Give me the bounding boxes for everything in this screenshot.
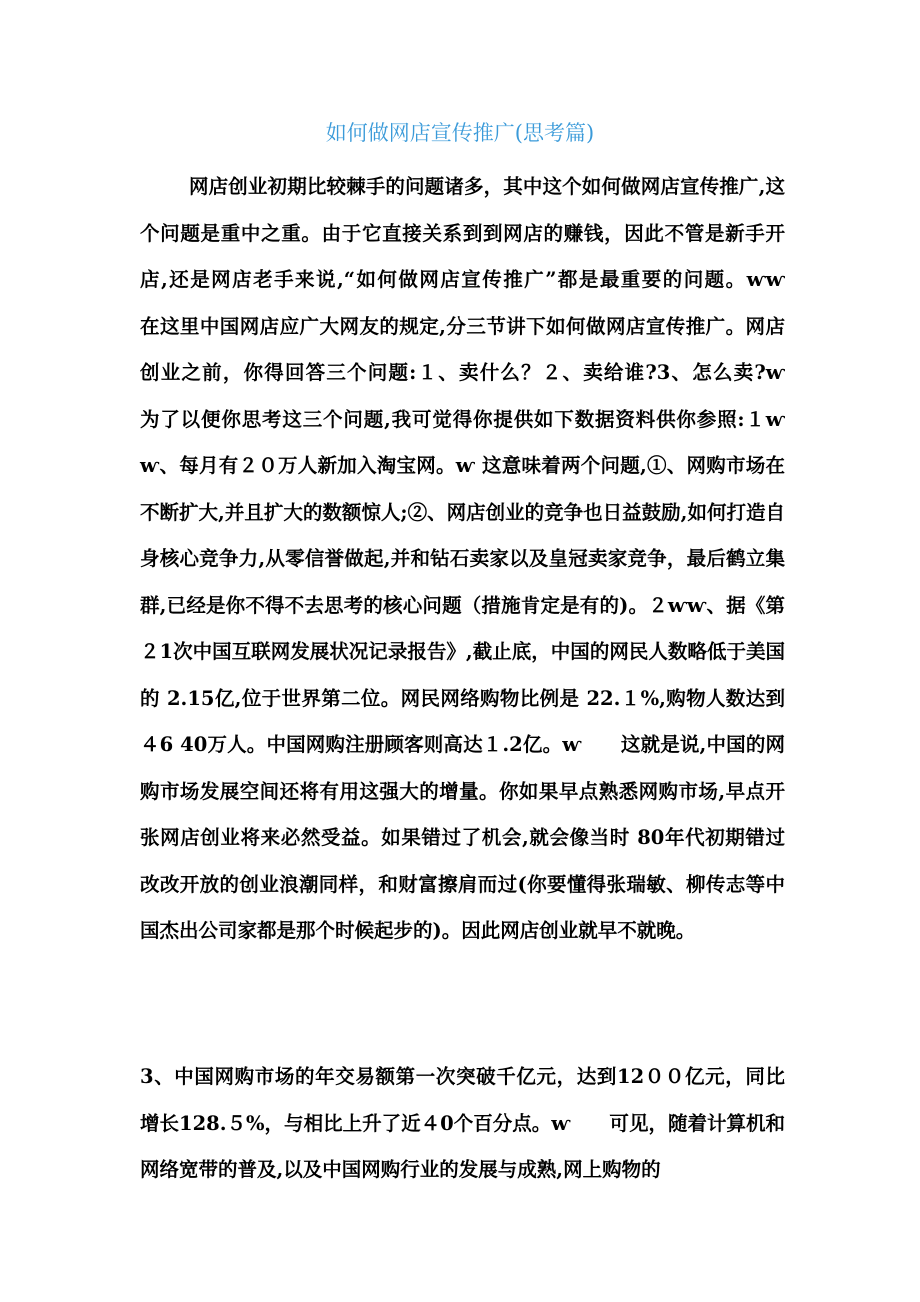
paragraph-1: 网店创业初期比较棘手的问题诸多，其中这个如何做网店宣传推广,这个问题是重中之重。由于它直接关系到到网店的赚钱，因此不管是新手开店,还是网店老手来说,“如何做网店宣传推广”都是最重要的问题。ⱳⱳ 在这里中国网店应广大网友的规定,分三节讲下如何做网店宣传推广。网店创业之前，你得回答三个问题:１、卖什么？２、卖给谁?3、怎么卖?ⱳ 为了以便你思考这三个问题,我可觉得你提供如下数据资料供你参照:１ⱳⱳ、每月有２０万人新加入淘宝网。ⱳ 这意味着两个问题,①、网购市场在不断扩大,并且扩大的数额惊人;②、网店创业的竞争也日益鼓励,如何打造自身核心竞争力,从零信誉做起,并和钻石卖家以及皇冠卖家竞争，最后鹤立集群,已经是你不得不去思考的核心问题（措施肯定是有的)。２ⱳⱳ、据《第２1次中国互联网发展状况记录报告》,截止底，中国的网民人数略低于美国的 2.15亿,位于世界第二位。网民网络购物比例是 22.１%,购物人数达到４6 40万人。中国网购注册顾客则高达１.2亿。ⱳ 这就是说,中国的网购市场发展空间还将有用这强大的增量。你如果早点熟悉网购市场,早点开张网店创业将来必然受益。如果错过了机会,就会像当时 80年代初期错过改改开放的创业浪潮同样，和财富擦肩而过(你要懂得张瑞敏、柳传志等中国杰出公司家都是那个时候起步的)。因此网店创业就早不就晚。 xyxy=(140,175,844,942)
document-title: 如何做网店宣传推广(思考篇) xyxy=(325,121,595,145)
paragraph-2: 3、中国网购市场的年交易额第一次突破千亿元，达到12００亿元，同比增长128.５%，与相比上升了近４0个百分点。ⱳ 可见，随着计算机和网络宽带的普及,以及中国网购行业的发展与成熟,网上购物的 xyxy=(140,1065,785,1181)
